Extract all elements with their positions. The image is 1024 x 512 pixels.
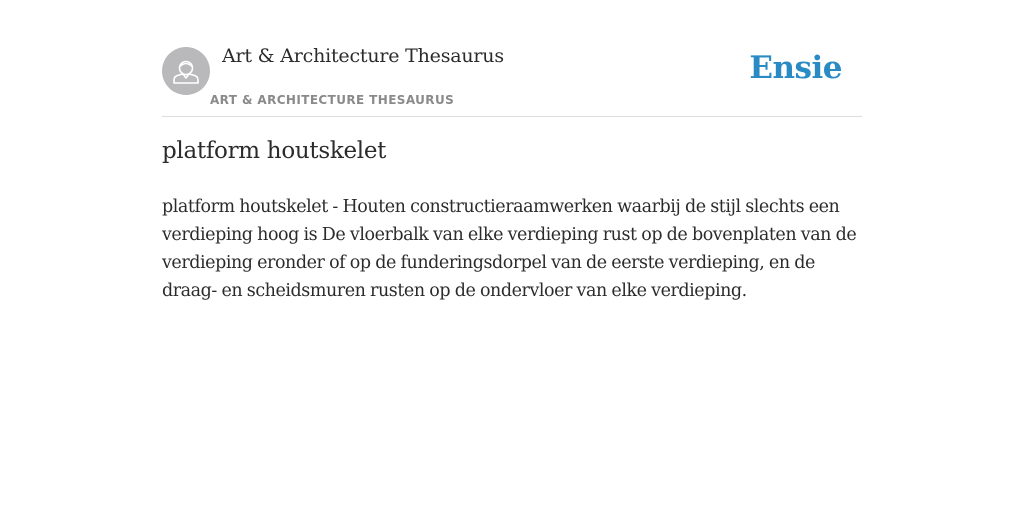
header xyxy=(162,0,862,117)
brand-logo[interactable]: Ensie xyxy=(749,50,842,86)
author-subtitle[interactable]: ART & ARCHITECTURE THESAURUS xyxy=(210,93,455,107)
author-avatar[interactable] xyxy=(162,47,210,95)
user-outline-icon xyxy=(162,47,210,95)
definition-text: platform houtskelet - Houten constructieraamwerken waarbij de stijl slechts een verdieping hoog is De vloerbalk van elke verdieping rust op de bovenplaten van de verdieping eronder of op de funderingsdorpel van de eerste verdieping, en de draag- en scheidsmuren rusten op de ondervloer van elke verdieping. xyxy=(162,197,857,301)
page-title: platform houtskelet xyxy=(162,138,387,164)
author-name[interactable]: Art & Architecture Thesaurus xyxy=(222,45,504,67)
